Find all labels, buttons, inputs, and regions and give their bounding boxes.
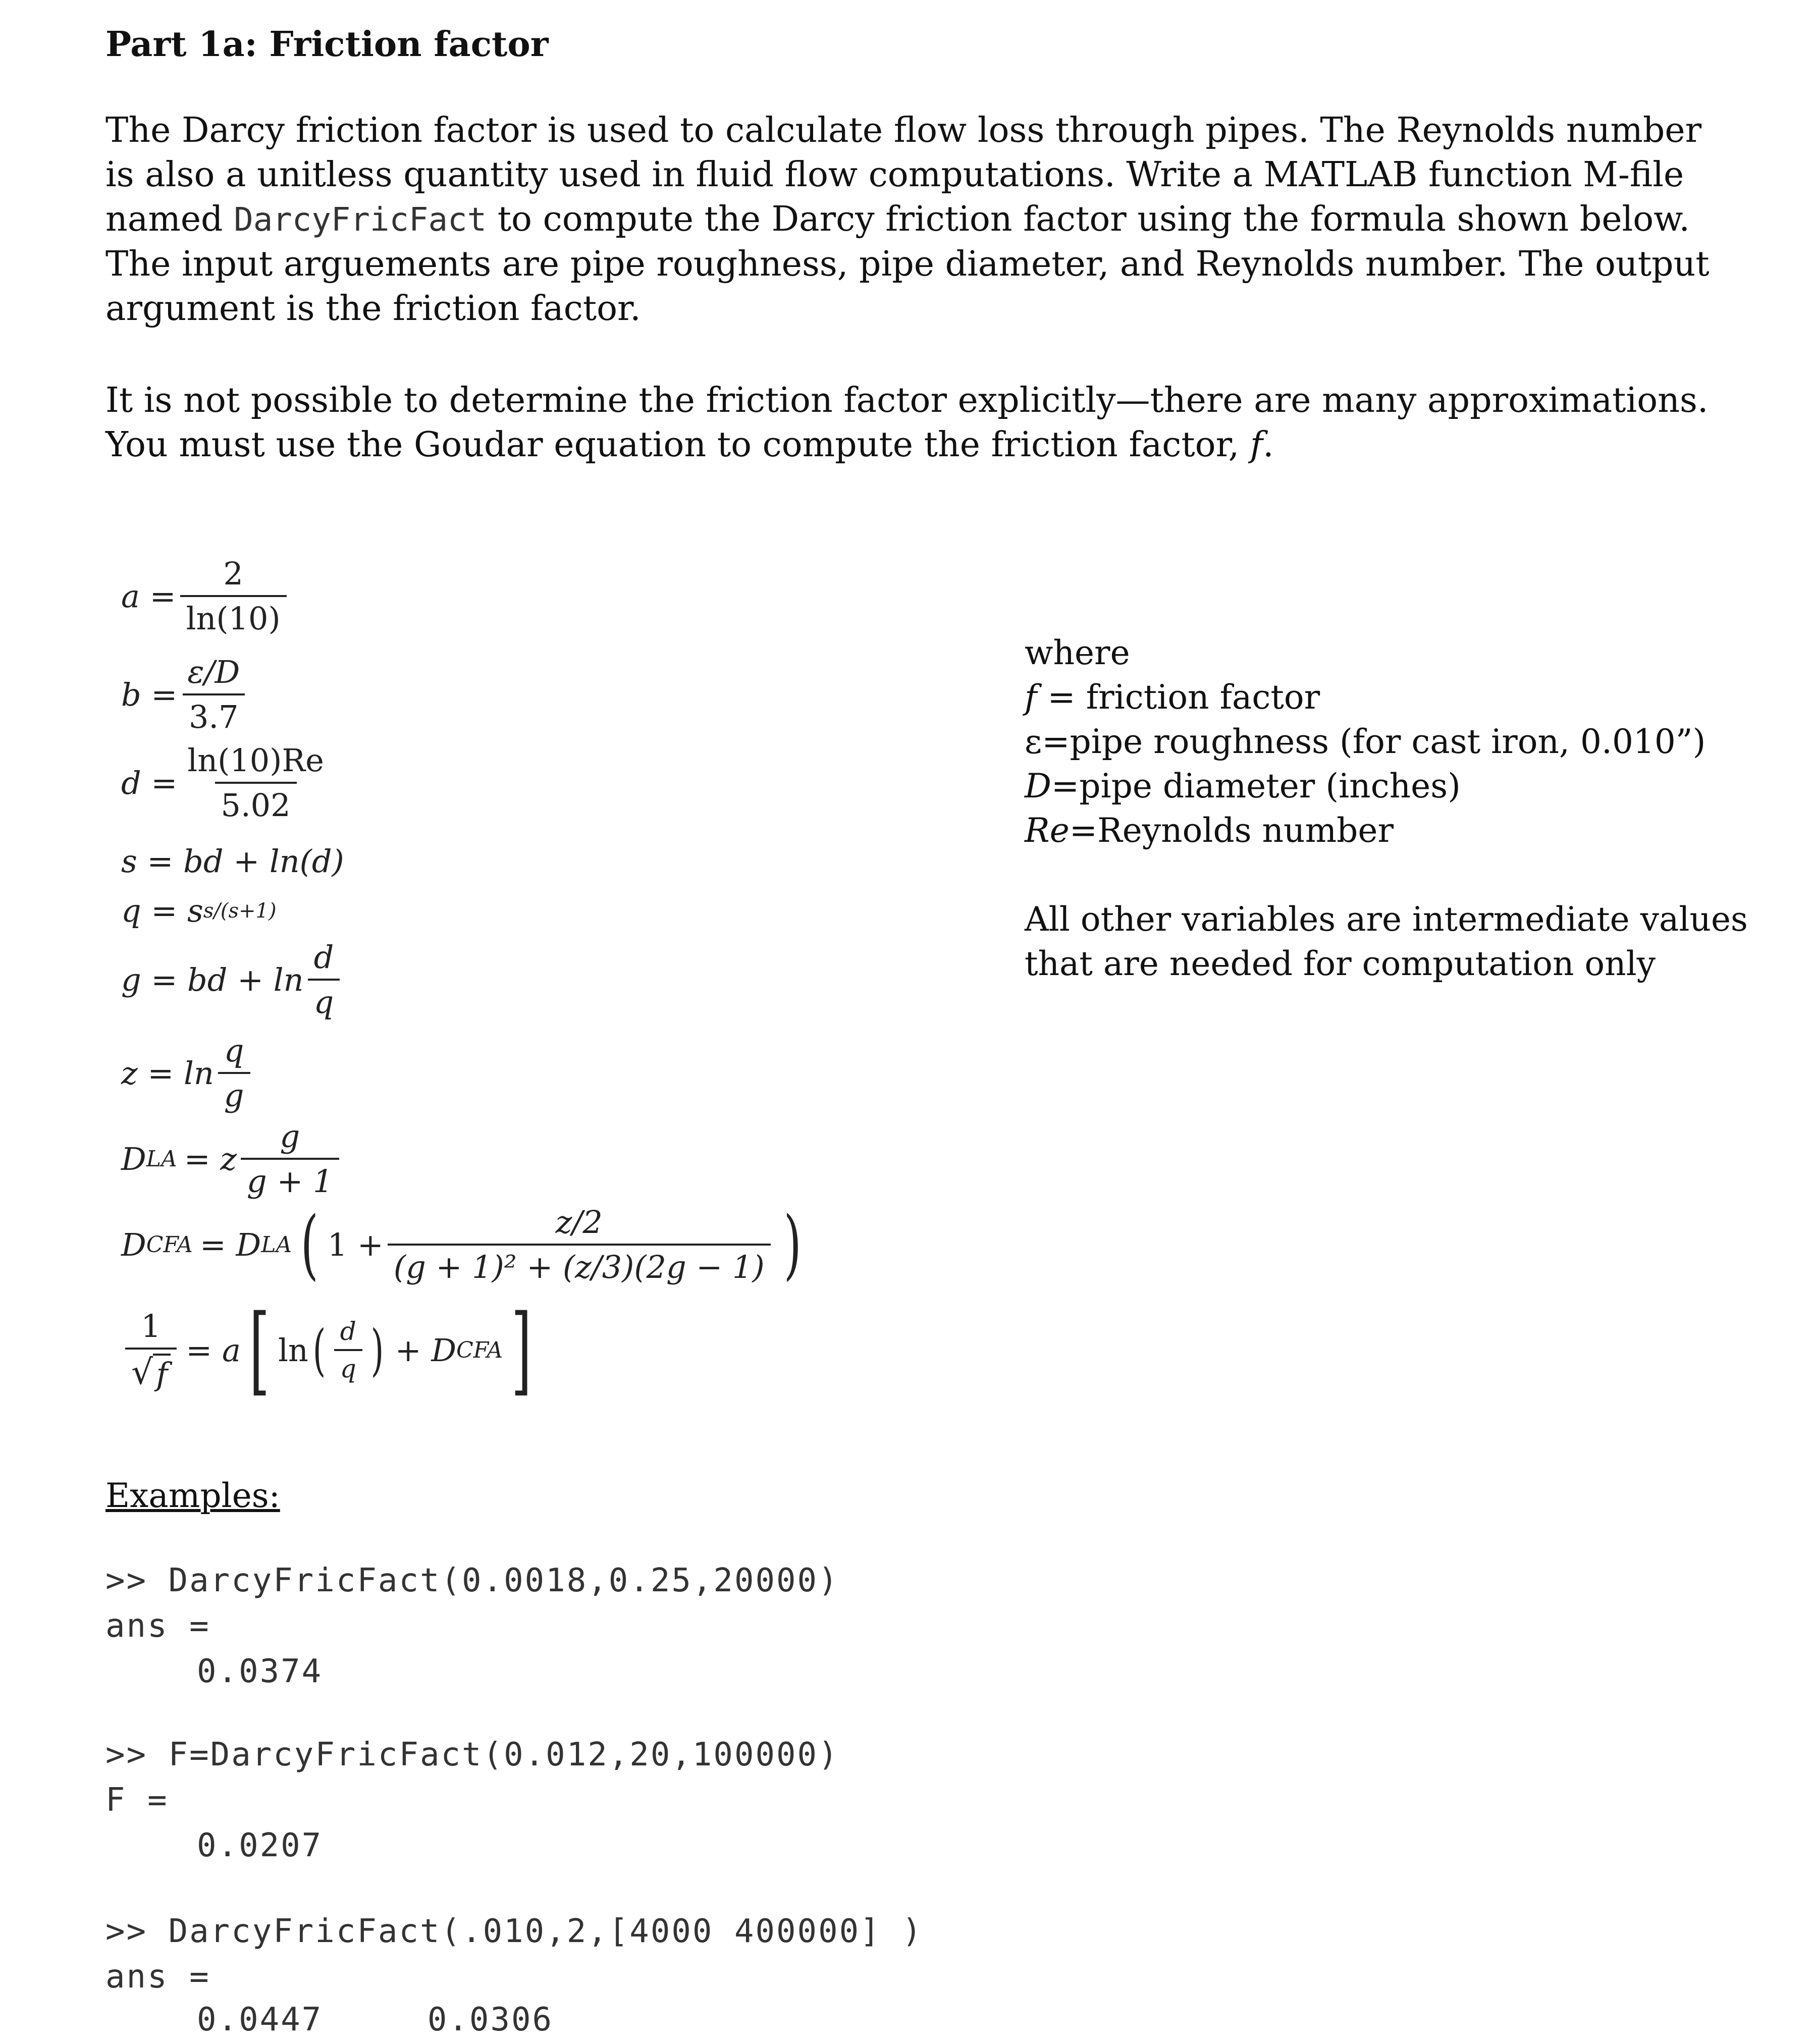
variable-definitions [1025,631,1756,986]
definition-epsilon: ε=pipe roughness (for cast iron, 0.010”) [1025,722,1706,761]
equation-z: z = ln $\frac{q}{g}$ [121,1032,254,1114]
example-2-result: 0.0207 [197,1827,323,1864]
example-1-output-label: ans = [105,1607,210,1645]
equation-dcfa: D CFA = D LA ( 1 + $\frac{z/2}{\text{(g + 1)² + (z/3)(2g − 1)}}$ ) [121,1201,802,1288]
examples-heading: Examples: [105,1476,280,1515]
example-2-command: >> F=DarcyFricFact(0.012,20,100000) [105,1736,839,1773]
equation-b: b = $\frac{\varepsilon/D}{3.7}$ [121,654,250,735]
equation-g: g = bd + ln $\frac{d}{q}$ [121,939,344,1020]
example-2-output-label: F = [105,1782,169,1819]
definition-d: D=pipe diameter (inches) [1025,767,1461,805]
page-title: Part 1a: Friction factor [105,24,549,65]
example-1-result: 0.0374 [197,1653,323,1690]
equation-a: a = $\frac{2}{\ln(10)}$ [121,555,291,637]
equation-f: 1 √ f = a [ ln ( $\frac{d}{q}$ ) + D CFA ] [121,1302,540,1398]
definition-re: Re=Reynolds number [1025,811,1394,850]
equation-dla: D LA = z $\frac{g}{g + 1}$ [121,1118,343,1200]
function-name-code: DarcyFricFact [234,201,487,239]
goudar-note-paragraph: It is not possible to determine the friction factor explicitly—there are many approximations. You must use the Goudar equation to compute the friction factor, f. [105,381,1709,465]
equation-q: q = s s/(s+1) [121,892,277,929]
intro-paragraph: The Darcy friction factor is used to calculate flow loss through pipes. The Reynolds number is also a unitless quantity used in fluid flow computations. Write a MATLAB function M-file named DarcyFricFact to compute the Darcy friction factor using the formula shown below. The input arguements are pipe roughness, pipe diameter, and Reynolds number. The output argument is the friction factor. [105,111,1710,329]
definition-f: f = friction factor [1025,678,1320,717]
example-3-result: 0.0447 0.0306 [197,2001,554,2038]
intermediate-note: All other variables are intermediate values that are needed for computation only [1025,900,1748,983]
example-1-command: >> DarcyFricFact(0.0018,0.25,20000) [105,1562,839,1599]
example-3-output-label: ans = [105,1958,210,1996]
where-heading: where [1025,633,1130,672]
equation-d: d = $\frac{\ln(10)Re}{5.02}$ [121,742,324,824]
example-3-command: >> DarcyFricFact(.010,2,[4000 400000] ) [105,1913,923,1950]
equation-s: s = bd + ln(d) [121,843,344,880]
